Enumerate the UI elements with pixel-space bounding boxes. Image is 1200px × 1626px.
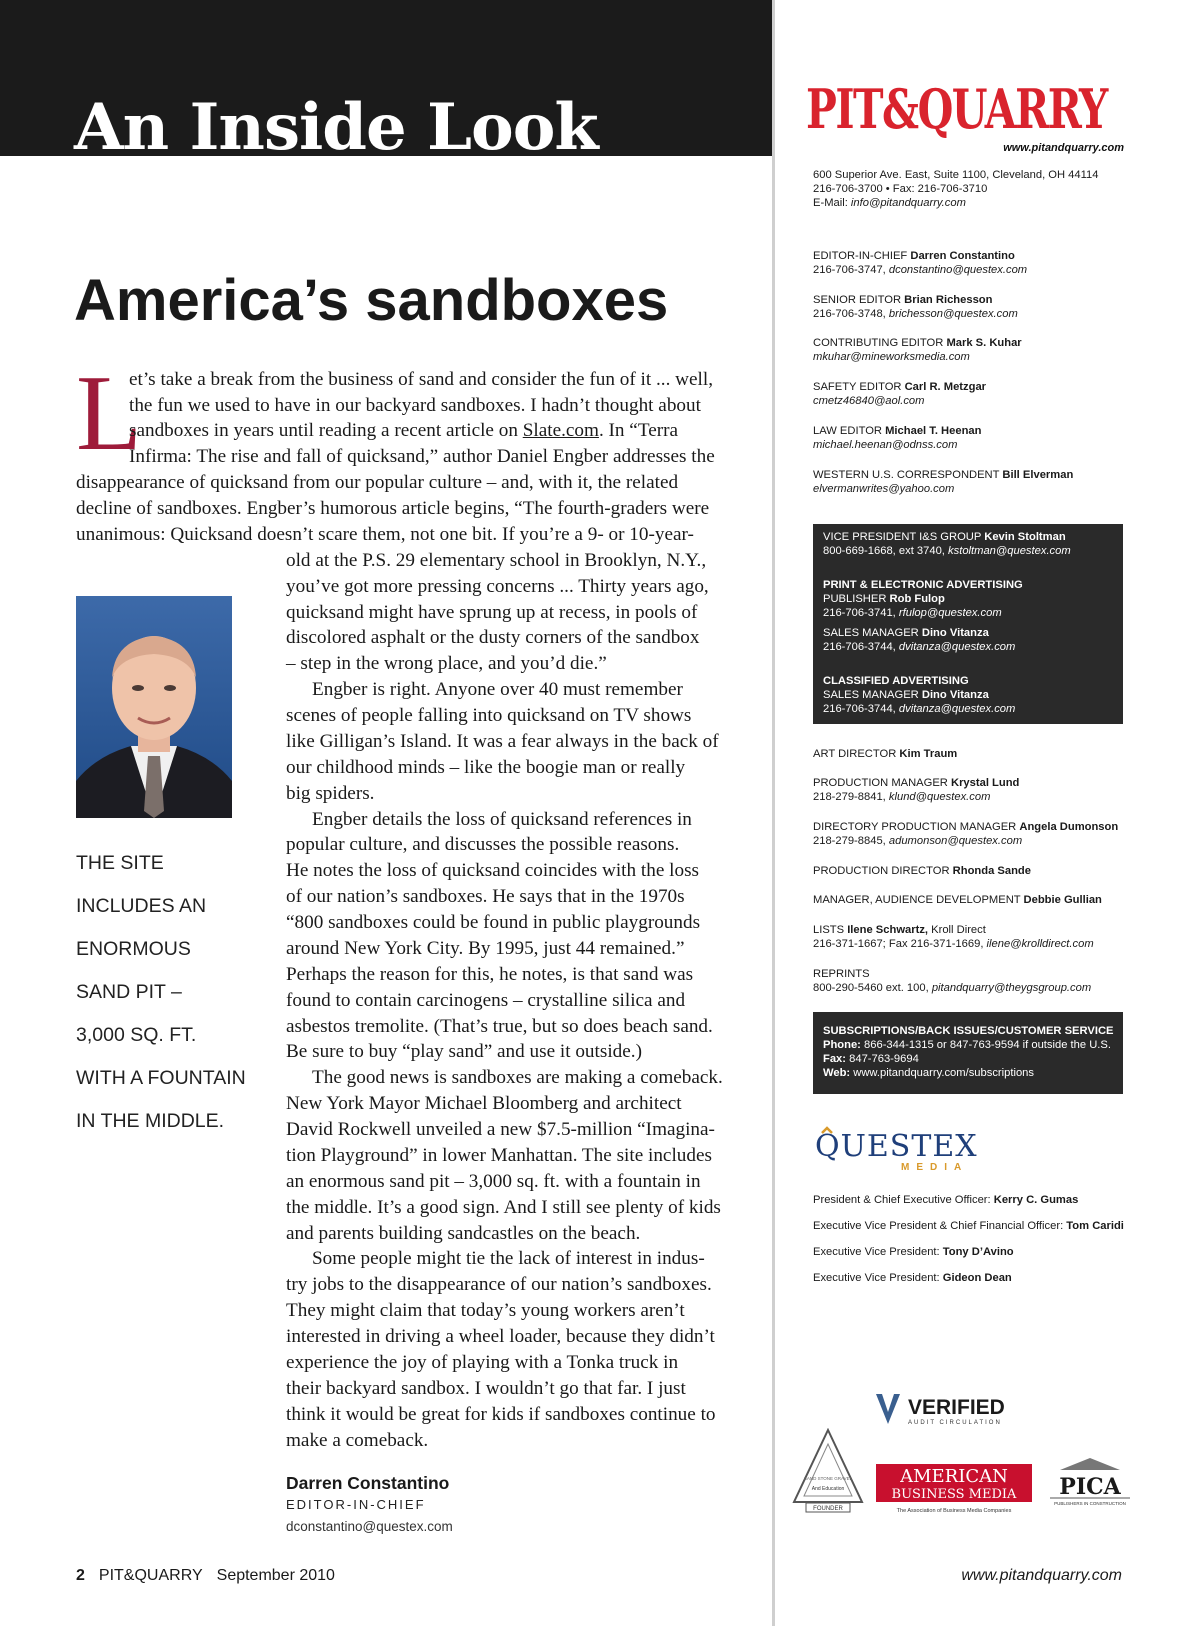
staff-name: Bill Elverman [1002, 469, 1074, 481]
body-line: tion Playground” in lower Manhattan. The site includes [286, 1145, 712, 1166]
staff-role: LISTS [813, 924, 848, 936]
questex-logo-mark [813, 1124, 983, 1172]
staff-role: SALES MANAGER [823, 689, 922, 701]
questex-sub: MEDIA [901, 1162, 969, 1172]
founder-edu: And Education [811, 1486, 845, 1492]
sales-entry [823, 626, 1015, 654]
body-line: interested in driving a wheel loader, because they didn’t [286, 1326, 715, 1347]
pull-quote-line: 3,000 SQ. FT. [76, 1024, 197, 1046]
body-line: Infirma: The rise and fall of quicksand,” author Daniel Engber addresses the [129, 446, 715, 467]
staff-phone: 216-371-1667; Fax 216-371-1669, [813, 938, 987, 950]
body-line: around New York City. By 1995, just 44 remained.” [286, 938, 685, 959]
staff-email-link[interactable]: dvitanza@questex.com [898, 641, 1016, 653]
staff-role: LAW EDITOR [813, 425, 886, 437]
body-line: unanimous: Quicksand doesn’t scare them, not one bit. If you’re a 9- or 10-year- [76, 524, 694, 545]
officer-name: Tony D’Avino [942, 1246, 1014, 1258]
address-line: 600 Superior Ave. East, Suite 1100, Cleveland, OH 44114 [813, 169, 1099, 181]
staff-role: PRODUCTION DIRECTOR [813, 865, 953, 877]
staff-entry [813, 893, 1102, 907]
staff-phone: 800-669-1668, ext 3740, [823, 545, 949, 557]
section-title: An Inside Look [74, 90, 598, 165]
founder-triangle-logo [792, 1428, 864, 1514]
staff-name: Michael T. Heenan [885, 425, 982, 437]
staff-role: REPRINTS [813, 968, 870, 980]
staff-role: PRODUCTION MANAGER [813, 777, 951, 789]
body-line: the middle. It’s a good sign. And I still see plenty of kids [286, 1197, 721, 1218]
founder-inner: SAND STONE GRAVEL [803, 1476, 853, 1481]
staff-name: Darren Constantino [910, 250, 1015, 262]
author-title: EDITOR-IN-CHIEF [286, 1497, 426, 1512]
verified-sub: AUDIT CIRCULATION [908, 1420, 1002, 1426]
staff-phone: 216-706-3748, [813, 308, 889, 320]
officer-entry [813, 1193, 1078, 1207]
body-text: sandboxes in years until reading a recent article on [129, 420, 523, 441]
subscriptions-info [823, 1024, 1114, 1080]
staff-name: Krystal Lund [951, 777, 1020, 789]
pull-quote [76, 842, 246, 1143]
body-line [129, 418, 678, 444]
contact-email-link[interactable]: info@pitandquarry.com [850, 197, 966, 209]
staff-role: SENIOR EDITOR [813, 294, 905, 306]
staff-role: PUBLISHER [823, 593, 890, 605]
body-line: He notes the loss of quicksand coincides with the loss [286, 860, 699, 881]
founder-text: FOUNDER [813, 1506, 843, 1512]
staff-role: SALES MANAGER [823, 627, 922, 639]
staff-entry [813, 424, 981, 452]
sales-entry [823, 530, 1071, 558]
body-line: discolored asphalt or the dusty corners of the sandbox [286, 627, 700, 648]
staff-email-link[interactable]: adumonson@questex.com [888, 835, 1023, 847]
section-heading: PRINT & ELECTRONIC ADVERTISING [823, 579, 1023, 591]
staff-role: CONTRIBUTING EDITOR [813, 337, 947, 349]
body-line: try jobs to the disappearance of our nation’s sandboxes. [286, 1274, 712, 1295]
section-heading: SUBSCRIPTIONS/BACK ISSUES/CUSTOMER SERVICE [823, 1025, 1114, 1037]
phone-line: 216-706-3700 • Fax: 216-706-3710 [813, 183, 988, 195]
body-line: and parents building sandcastles on the beach. [286, 1223, 641, 1244]
body-line: make a comeback. [286, 1430, 429, 1451]
pull-quote-line: INCLUDES AN [76, 895, 207, 917]
staff-email-link[interactable]: cmetz46840@aol.com [813, 395, 925, 407]
staff-role: VICE PRESIDENT I&S GROUP [823, 531, 985, 543]
abm-sub: The Association of Business Media Companies [896, 1508, 1012, 1514]
web-label: Web: [823, 1067, 854, 1079]
footer-publication: PIT&QUARRY [98, 1567, 203, 1584]
subscriptions-fax: 847-763-9694 [849, 1053, 919, 1065]
body-line: David Rockwell unveiled a new $7.5-million “Imagina- [286, 1119, 715, 1140]
staff-entry [813, 336, 1022, 364]
staff-entry [813, 747, 957, 761]
staff-email-link[interactable]: mkuhar@mineworksmedia.com [813, 351, 970, 363]
body-line: New York Mayor Michael Bloomberg and architect [286, 1093, 682, 1114]
footer-date: September 2010 [216, 1567, 335, 1584]
staff-name: Angela Dumonson [1019, 821, 1119, 833]
author-photo [76, 596, 232, 818]
staff-phone: 216-706-3744, [823, 641, 899, 653]
body-line: big spiders. [286, 783, 375, 804]
staff-phone: 800-290-5460 ext. 100, [813, 982, 932, 994]
staff-phone: 216-706-3747, [813, 264, 889, 276]
abm-logo [876, 1464, 1032, 1516]
body-line: Some people might tie the lack of interest in indus- [312, 1248, 705, 1269]
staff-phone: 216-706-3741, [823, 607, 899, 619]
abm-line1: AMERICAN [900, 1466, 1008, 1487]
body-line: They might claim that today’s young workers aren’t [286, 1300, 685, 1321]
staff-role: DIRECTORY PRODUCTION MANAGER [813, 821, 1020, 833]
staff-entry [813, 820, 1118, 848]
staff-entry [813, 380, 986, 408]
body-line: their backyard sandbox. I wouldn’t go that far. I just [286, 1378, 686, 1399]
body-line: – step in the wrong place, and you’d die.” [286, 653, 607, 674]
body-line: experience the joy of playing with a Tonka truck in [286, 1352, 679, 1373]
sales-box [813, 524, 1123, 724]
questex-logo[interactable] [813, 1124, 983, 1176]
body-line: you’ve got more pressing concerns ... Thirty years ago, [286, 576, 709, 597]
body-line: popular culture, and discusses the possible reasons. [286, 834, 680, 855]
fax-label: Fax: [823, 1053, 850, 1065]
body-line: old at the P.S. 29 elementary school in Brooklyn, N.Y., [286, 550, 707, 571]
staff-entry [813, 249, 1027, 277]
officer-name: Gideon Dean [942, 1272, 1012, 1284]
slate-link[interactable]: Slate.com [522, 420, 599, 441]
staff-entry [813, 293, 1018, 321]
staff-email-link[interactable]: pitandquarry@theygsgroup.com [931, 982, 1092, 994]
staff-phone: 218-279-8845, [813, 835, 889, 847]
body-line: found to contain carcinogens – crystalline silica and [286, 990, 686, 1011]
staff-name: Brian Richesson [904, 294, 993, 306]
officer-name: Tom Caridi [1066, 1220, 1124, 1232]
staff-role: ART DIRECTOR [813, 748, 900, 760]
subscriptions-box [813, 1012, 1123, 1094]
pull-quote-line: WITH A FOUNTAIN [76, 1067, 246, 1089]
staff-name: Dino Vitanza [921, 689, 989, 701]
staff-phone: 218-279-8841, [813, 791, 889, 803]
subscriptions-web-link[interactable]: www.pitandquarry.com/subscriptions [853, 1067, 1034, 1079]
questex-name: QUESTEX [815, 1129, 978, 1164]
verified-text: VERIFIED [908, 1396, 1005, 1419]
staff-name: Kim Traum [899, 748, 958, 760]
drop-cap: L [76, 354, 142, 473]
column-separator [772, 0, 775, 1626]
staff-email-link[interactable]: dconstantino@questex.com [888, 264, 1028, 276]
page-footer-left [76, 1566, 335, 1586]
body-line: like Gilligan’s Island. It was a fear always in the back of [286, 731, 719, 752]
staff-name: Dino Vitanza [921, 627, 989, 639]
body-line: Perhaps the reason for this, he notes, is that sand was [286, 964, 694, 985]
logo-wordmark: PIT&QUARRY [806, 77, 1107, 141]
body-line: our childhood minds – like the boogie man or really [286, 757, 686, 778]
officer-entry [813, 1245, 1014, 1259]
sales-entry [823, 674, 1015, 716]
staff-email-link[interactable]: ilene@krolldirect.com [986, 938, 1094, 950]
staff-name: Rob Fulop [889, 593, 945, 605]
body-line: “800 sandboxes could be found in public playgrounds [286, 912, 701, 933]
pull-quote-line: ENORMOUS [76, 938, 191, 960]
staff-role: SAFETY EDITOR [813, 381, 905, 393]
staff-name: Debbie Gullian [1023, 894, 1102, 906]
pull-quote-line: THE SITE [76, 852, 164, 874]
officer-entry [813, 1271, 1012, 1285]
body-line: Engber details the loss of quicksand references in [312, 809, 692, 830]
staff-company: Kroll Direct [928, 924, 986, 936]
staff-email-link[interactable]: elvermanwrites@yahoo.com [813, 483, 955, 495]
staff-entry [813, 923, 1094, 951]
body-line: think it would be great for kids if sandboxes continue to [286, 1404, 716, 1425]
officer-title: Executive Vice President: [813, 1272, 943, 1284]
footer-url-link[interactable]: www.pitandquarry.com [961, 1567, 1122, 1584]
pica-sub: PUBLISHERS IN CONSTRUCTION [1054, 1501, 1126, 1506]
staff-entry [813, 776, 1019, 804]
staff-role: EDITOR-IN-CHIEF [813, 250, 911, 262]
staff-role: WESTERN U.S. CORRESPONDENT [813, 469, 1003, 481]
officer-entry [813, 1219, 1124, 1233]
officer-name: Kerry C. Gumas [993, 1194, 1079, 1206]
body-line: The good news is sandboxes are making a comeback. [312, 1067, 723, 1088]
officer-title: President & Chief Executive Officer: [813, 1194, 994, 1206]
author-email-link[interactable]: dconstantino@questex.com [286, 1519, 453, 1534]
pit-quarry-logo[interactable] [806, 78, 1132, 160]
logo-url: www.pitandquarry.com [1003, 142, 1124, 154]
pica-text: PICA [1059, 1474, 1121, 1500]
staff-entry [813, 967, 1091, 995]
pull-quote-line: SAND PIT – [76, 981, 182, 1003]
staff-phone: 216-706-3744, [823, 703, 899, 715]
staff-email-link[interactable]: michael.heenan@odnss.com [813, 439, 958, 451]
staff-name: Carl R. Metzgar [904, 381, 987, 393]
staff-email-link[interactable]: kstoltman@questex.com [948, 545, 1071, 557]
body-line: of our nation’s sandboxes. He says that in the 1970s [286, 886, 685, 907]
staff-entry [813, 864, 1031, 878]
section-heading: CLASSIFIED ADVERTISING [823, 675, 969, 687]
staff-email-link[interactable]: rfulop@questex.com [898, 607, 1002, 619]
staff-entry [813, 468, 1073, 496]
article-headline: America’s sandboxes [74, 268, 669, 333]
abm-line2: BUSINESS MEDIA [891, 1487, 1017, 1502]
body-line: scenes of people falling into quicksand on TV shows [286, 705, 692, 726]
staff-email-link[interactable]: brichesson@questex.com [888, 308, 1018, 320]
body-line: decline of sandboxes. Engber’s humorous article begins, “The fourth-graders were [76, 498, 710, 519]
body-text: . In “Terra [598, 420, 679, 441]
officer-title: Executive Vice President & Chief Financial Officer: [813, 1220, 1067, 1232]
body-line: Engber is right. Anyone over 40 must remember [312, 679, 683, 700]
author-name: Darren Constantino [286, 1473, 450, 1493]
officer-title: Executive Vice President: [813, 1246, 943, 1258]
staff-name: Mark S. Kuhar [946, 337, 1022, 349]
pull-quote-line: IN THE MIDDLE. [76, 1110, 225, 1132]
phone-label: Phone: [823, 1039, 865, 1051]
subscriptions-phone: 866-344-1315 or 847-763-9594 if outside the U.S. [864, 1039, 1111, 1051]
staff-name: Rhonda Sande [952, 865, 1031, 877]
verified-audit-logo [876, 1390, 1036, 1428]
staff-email-link[interactable]: klund@questex.com [888, 791, 991, 803]
sales-entry [823, 578, 1023, 620]
body-line: an enormous sand pit – 3,000 sq. ft. with a fountain in [286, 1171, 701, 1192]
body-line: the fun we used to have in our backyard sandboxes. I hadn’t thought about [129, 395, 701, 416]
body-line: Be sure to buy “play sand” and use it outside.) [286, 1041, 642, 1062]
body-line: disappearance of quicksand from our popular culture – and, with it, the related [76, 472, 679, 493]
page-number: 2 [76, 1567, 85, 1584]
pica-logo [1046, 1452, 1134, 1512]
staff-name: Kevin Stoltman [984, 531, 1066, 543]
body-line: et’s take a break from the business of sand and consider the fun of it ... well, [129, 369, 713, 390]
email-label: E-Mail: [813, 197, 851, 209]
staff-email-link[interactable]: dvitanza@questex.com [898, 703, 1016, 715]
email-line [813, 196, 966, 210]
body-line: quicksand might have sprung up at recess, in pools of [286, 602, 698, 623]
staff-name: Ilene Schwartz, [847, 924, 929, 936]
staff-role: MANAGER, AUDIENCE DEVELOPMENT [813, 894, 1024, 906]
body-line: asbestos tremolite. (That’s true, but so does beach sand. [286, 1016, 713, 1037]
